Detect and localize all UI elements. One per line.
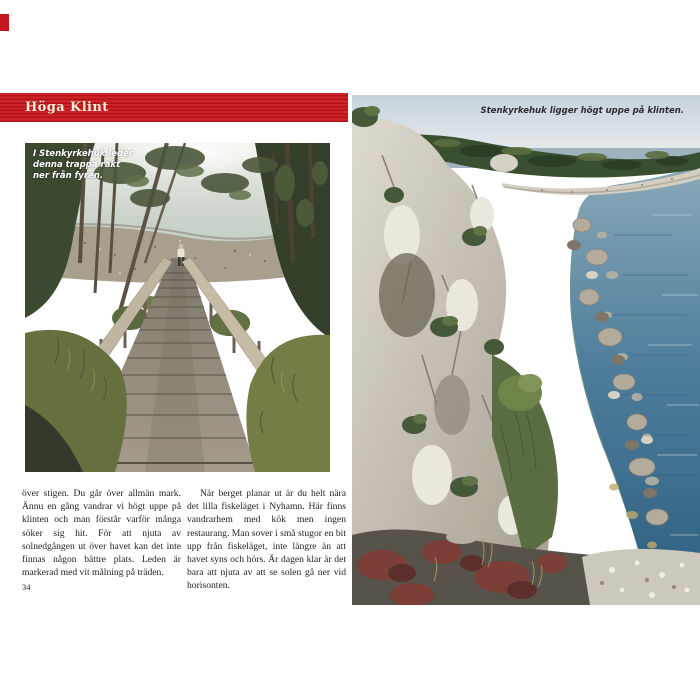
chapter-header-band (0, 93, 348, 122)
chapter-title: Höga Klint (25, 100, 109, 115)
body-text-column-2: När berget planar ut är du helt nära det lilla fiskeläget i Nyhamn. Här finns vandrarhem med kök men ingen restaurang. Man sover i små stugor en bit upp från fiskeläget, inte längre än att havet syns och hörs. Är dagen klar är det bara att njuta av att se solen gå ner vid horisonten. (187, 488, 346, 592)
cliff-photo-caption: Stenkyrkehuk ligger högt uppe på klinten. (480, 106, 684, 116)
staircase-photo (25, 143, 330, 472)
caption-line: I Stenkyrkehuk leder (33, 149, 134, 159)
sea (570, 165, 700, 605)
cliff-coast-illustration (352, 95, 700, 605)
page-number: 34 (22, 582, 31, 592)
cliff-coast-photo (352, 95, 700, 605)
staircase-illustration (25, 143, 330, 472)
body-text-column-1: över stigen. Du går över allmän mark. Ännu en gång vandrar vi högt uppe på klinten och man förstår varför många söker sig hit. För att njuta av solnedgången ut över havet kan det inte finnas någon bättre plats. Leden är markerad med vit målning på träden. (22, 488, 181, 579)
page-edge-tab (0, 14, 9, 31)
caption-line: ner från fyren. (33, 171, 104, 181)
caption-line: denna trappa rakt (33, 160, 121, 170)
staircase-photo-caption (33, 149, 133, 182)
